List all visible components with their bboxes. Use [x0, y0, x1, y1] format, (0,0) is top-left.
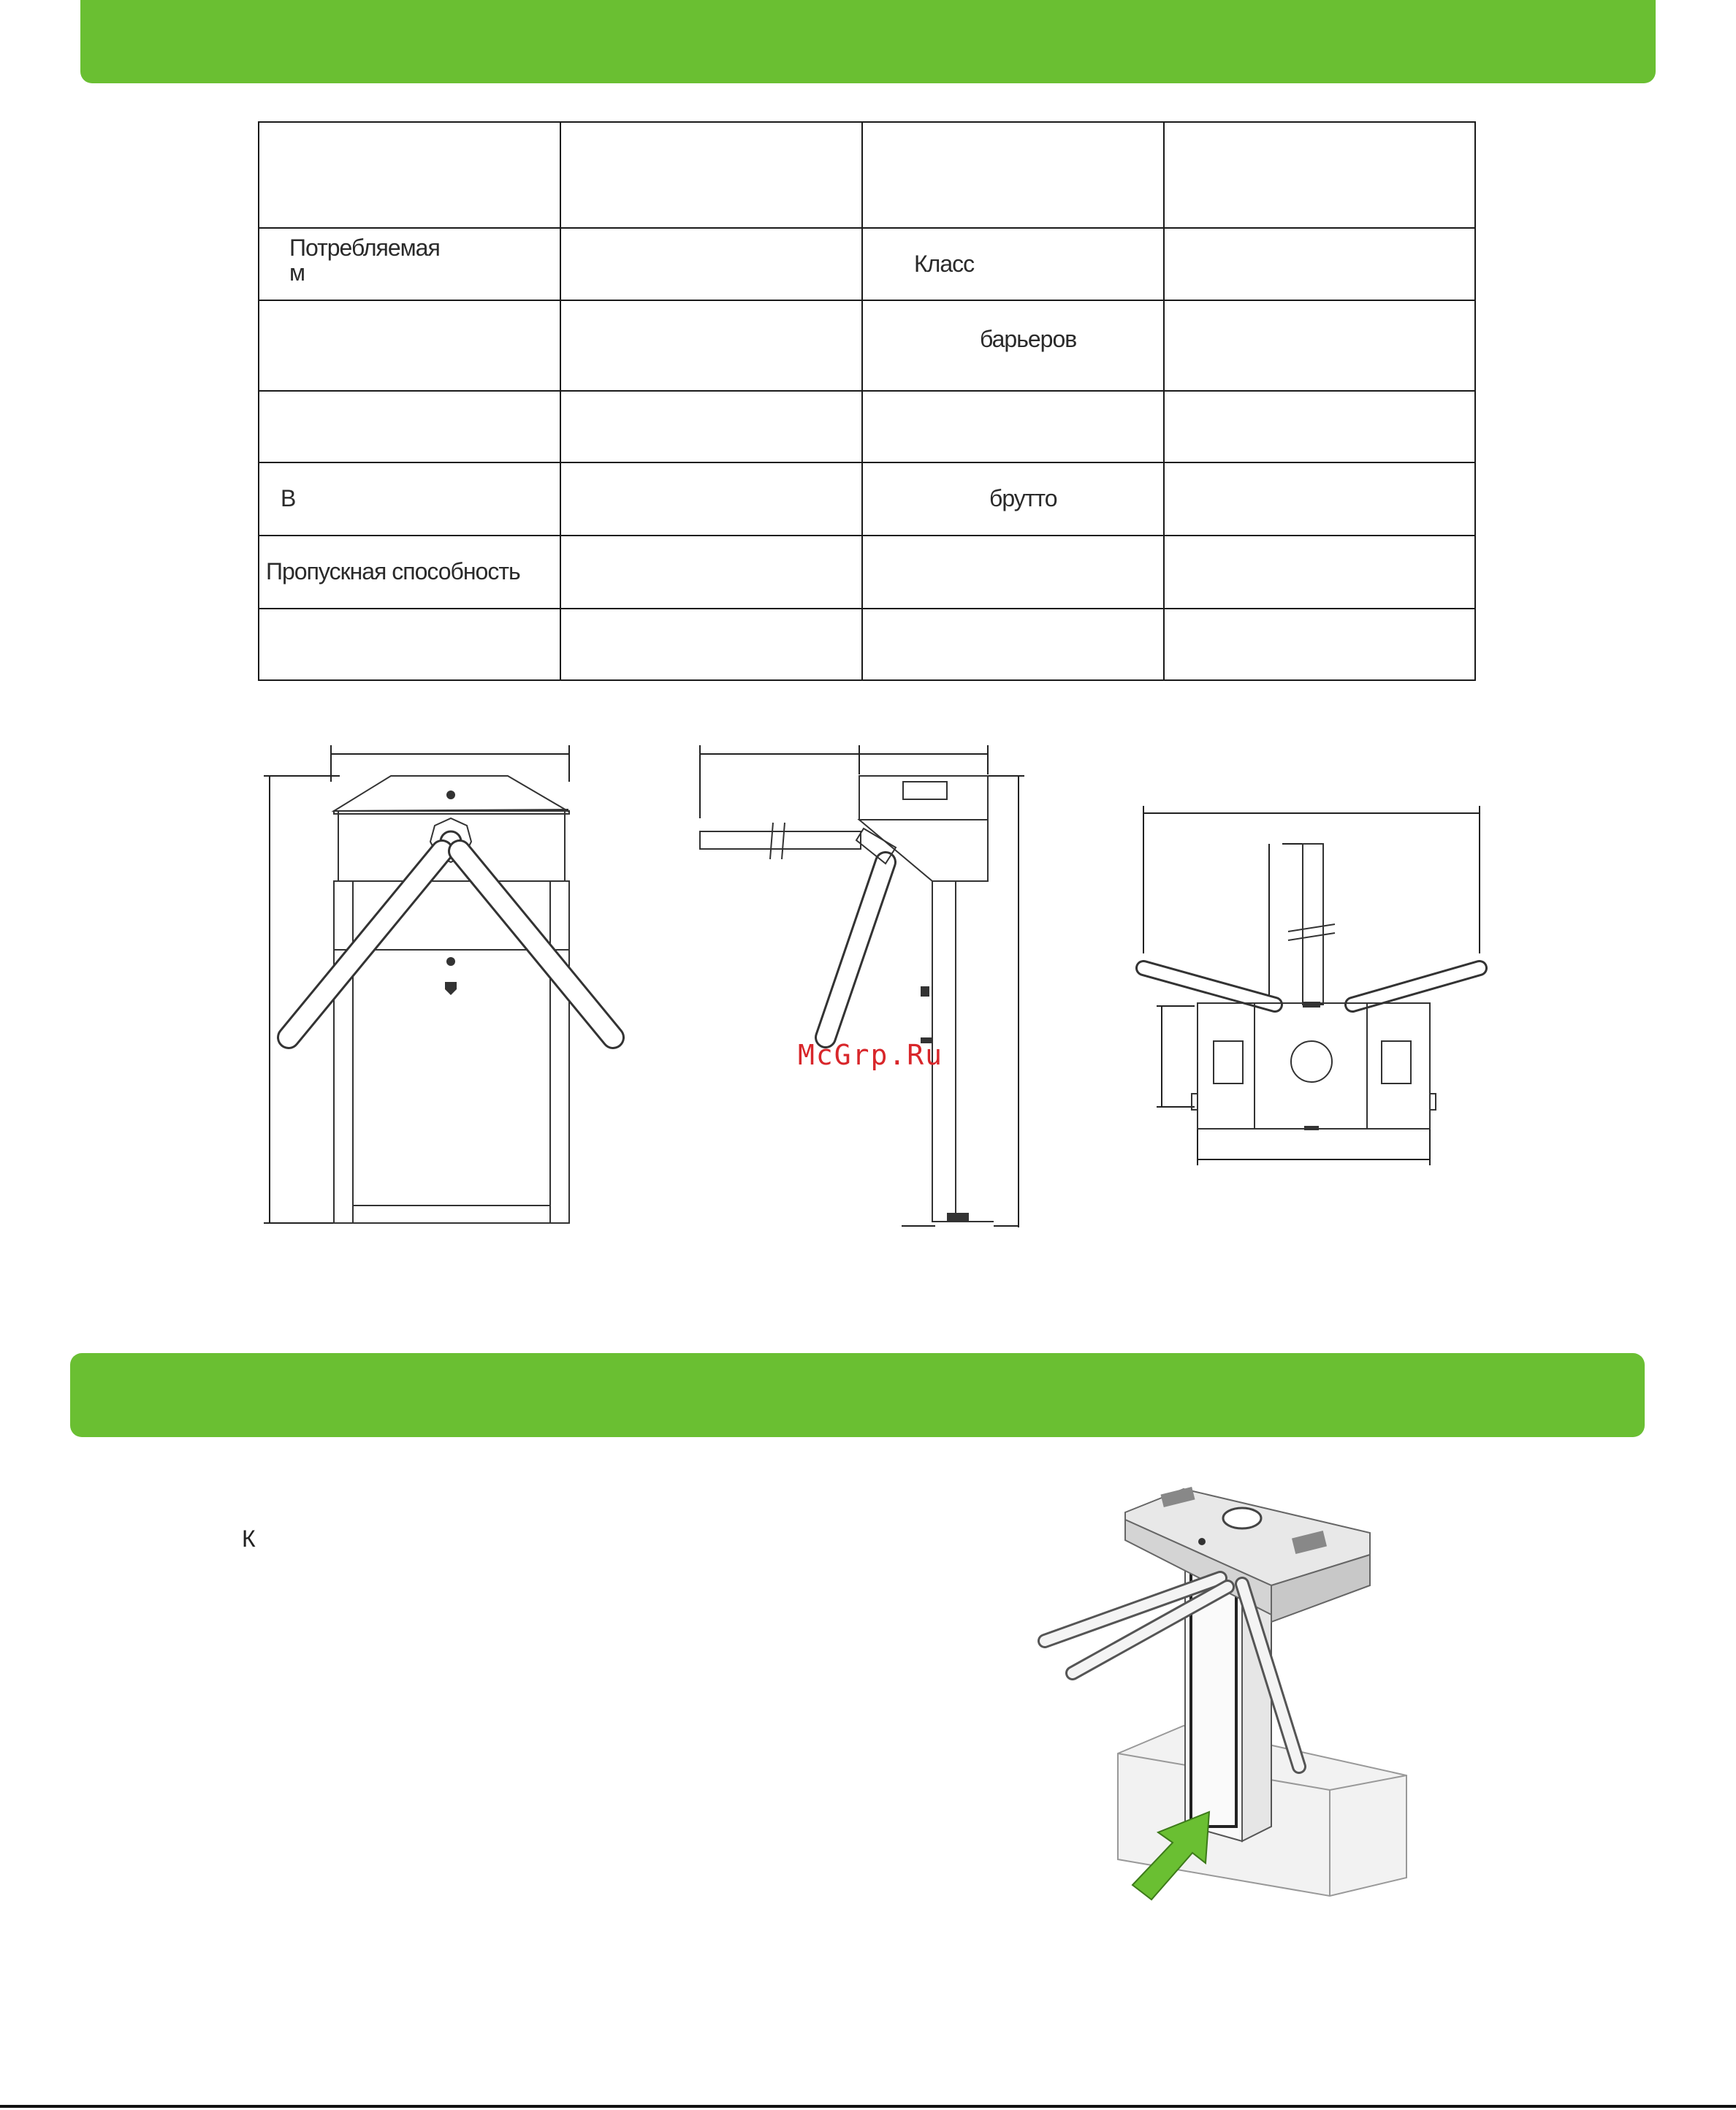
specs-table	[258, 121, 1476, 681]
table-cell	[259, 122, 560, 228]
table-row	[259, 300, 1475, 391]
spec-label-barriers: барьеров	[980, 326, 1077, 352]
table-cell	[1164, 609, 1475, 680]
table-cell	[1164, 300, 1475, 391]
section-header-bar	[80, 0, 1656, 83]
spec-label-v: В	[281, 485, 296, 511]
table-row	[259, 228, 1475, 300]
table-cell	[560, 609, 862, 680]
table-cell	[560, 228, 862, 300]
table-cell	[560, 391, 862, 462]
table-cell	[862, 609, 1164, 680]
footer-divider	[0, 2105, 1736, 2108]
turnstile-front-view-drawing	[259, 738, 639, 1235]
table-cell	[1164, 536, 1475, 609]
spec-label-power: Потребляемая м	[289, 235, 440, 286]
spec-label-class: Класс	[914, 251, 975, 277]
table-cell	[862, 536, 1164, 609]
watermark-text: McGrp.Ru	[798, 1039, 944, 1071]
section-header-bar	[70, 1353, 1645, 1437]
table-row	[259, 609, 1475, 680]
table-cell	[1164, 122, 1475, 228]
table-cell	[259, 609, 560, 680]
turnstile-top-view-drawing	[1122, 800, 1501, 1180]
table-cell	[560, 536, 862, 609]
spec-label-gross: брутто	[989, 485, 1057, 511]
installation-text: К	[242, 1526, 256, 1552]
table-cell	[862, 391, 1164, 462]
table-cell	[1164, 391, 1475, 462]
table-cell	[560, 462, 862, 536]
table-cell	[560, 122, 862, 228]
table-row	[259, 391, 1475, 462]
table-cell	[259, 391, 560, 462]
spec-label-throughput: Пропускная способность	[266, 558, 520, 584]
table-cell	[259, 536, 560, 609]
table-cell	[259, 462, 560, 536]
turnstile-side-view-drawing	[694, 738, 1030, 1242]
table-cell	[1164, 462, 1475, 536]
table-cell	[560, 300, 862, 391]
table-cell	[862, 122, 1164, 228]
installation-illustration	[1023, 1469, 1432, 1922]
table-cell	[259, 300, 560, 391]
table-row	[259, 122, 1475, 228]
table-cell	[259, 228, 560, 300]
table-row	[259, 536, 1475, 609]
table-cell	[862, 300, 1164, 391]
table-cell	[1164, 228, 1475, 300]
table-cell	[862, 462, 1164, 536]
table-cell	[862, 228, 1164, 300]
table-row	[259, 462, 1475, 536]
